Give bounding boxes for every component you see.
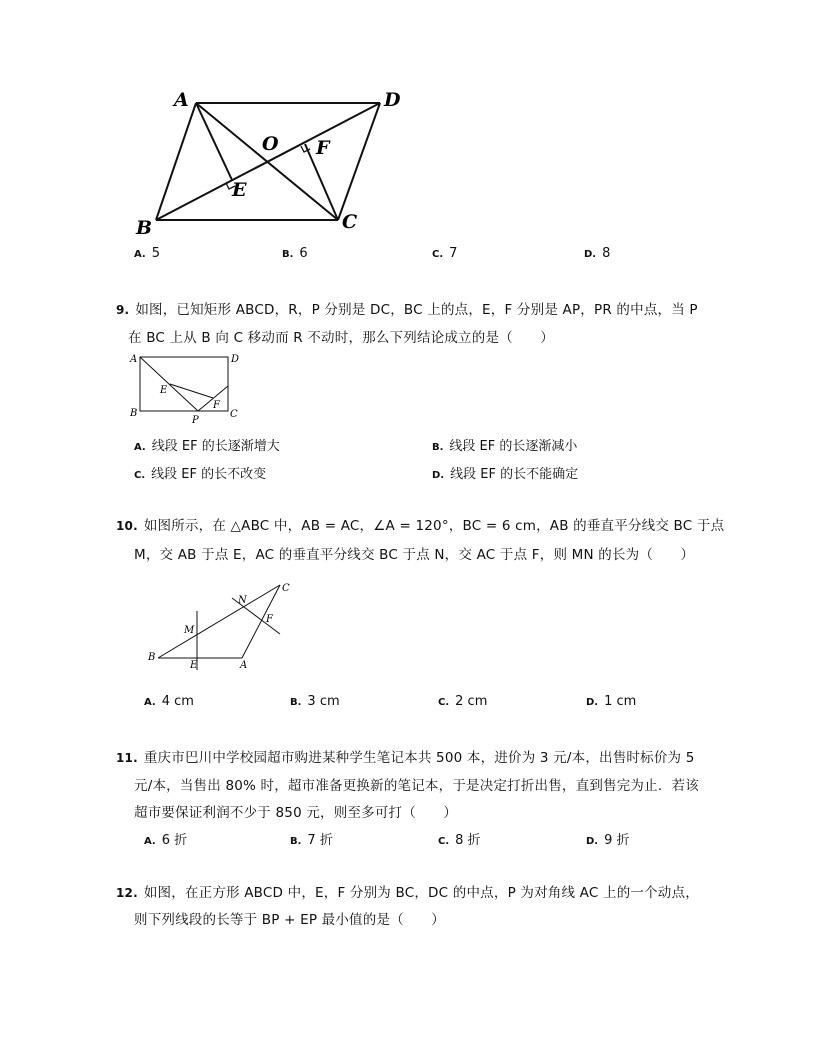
q11-option-b[interactable]: B. 7 折 — [290, 833, 333, 848]
q9-point-E: E — [160, 385, 168, 396]
vertex-A: A — [174, 89, 189, 111]
q10-vertex-C: C — [282, 583, 290, 594]
q10-point-F: F — [266, 614, 273, 625]
q9-option-c[interactable]: C. 线段 EF 的长不改变 — [134, 467, 267, 482]
q9-vertex-A: A — [130, 354, 138, 365]
q9-vertex-D: D — [231, 354, 240, 365]
q12-stem-line1: 12. 如图，在正方形 ABCD 中，E，F 分别为 BC，DC 的中点，P 为对角线 AC 上的一个动点， — [116, 885, 699, 901]
q8-option-d[interactable]: D. 8 — [584, 246, 611, 261]
q10-point-N: N — [238, 595, 247, 606]
q11-option-d[interactable]: D. 9 折 — [586, 833, 630, 848]
q10-option-d[interactable]: D. 1 cm — [586, 694, 637, 709]
q8-option-c[interactable]: C. 7 — [432, 246, 458, 261]
q12-stem-line2: 则下列线段的长等于 BP + EP 最小值的是（ ） — [134, 912, 445, 928]
point-E: E — [232, 179, 247, 201]
q11-stem-line1: 11. 重庆市巴川中学校园超市购进某种学生笔记本共 500 本，进价为 3 元/本，出售时标价为 5 — [116, 750, 695, 766]
q9-option-a[interactable]: A. 线段 EF 的长逐渐增大 — [134, 439, 280, 454]
q11-stem-line2: 元/本，当售出 80% 时，超市准备更换新的笔记本，于是决定打折出售，直到售完为止．若该 — [134, 778, 699, 794]
q9-vertex-C: C — [230, 409, 238, 420]
q8-option-b[interactable]: B. 6 — [282, 246, 308, 261]
q11-option-a[interactable]: A. 6 折 — [144, 833, 188, 848]
q10-point-E: E — [190, 660, 198, 671]
q11-option-c[interactable]: C. 8 折 — [438, 833, 481, 848]
q10-vertex-A: A — [240, 660, 248, 671]
triangle-figure — [140, 578, 300, 674]
q10-stem-line1: 10. 如图所示，在 △ABC 中，AB = AC，∠A = 120°，BC = 6 cm，AB 的垂直平分线交 BC 于点 — [116, 518, 725, 534]
q9-option-d[interactable]: D. 线段 EF 的长不能确定 — [432, 467, 579, 482]
q11-number: 11. — [116, 751, 138, 765]
q10-point-M: M — [184, 625, 195, 636]
q9-number: 9. — [116, 303, 130, 317]
rectangle-figure — [126, 350, 246, 428]
point-F: F — [316, 137, 330, 159]
parallelogram-figure — [120, 80, 420, 245]
q9-option-b[interactable]: B. 线段 EF 的长逐渐减小 — [432, 439, 578, 454]
q10-option-b[interactable]: B. 3 cm — [290, 694, 340, 709]
vertex-B: B — [136, 217, 153, 239]
q10-option-a[interactable]: A. 4 cm — [144, 694, 194, 709]
point-O: O — [262, 133, 279, 155]
q9-vertex-B: B — [130, 408, 138, 419]
q8-option-a[interactable]: A. 5 — [134, 246, 161, 261]
q12-number: 12. — [116, 886, 138, 900]
q9-point-F: F — [213, 400, 220, 411]
vertex-C: C — [342, 211, 358, 233]
q10-number: 10. — [116, 519, 138, 533]
q10-option-c[interactable]: C. 2 cm — [438, 694, 488, 709]
q9-stem-line1: 9. 如图，已知矩形 ABCD，R，P 分别是 DC，BC 上的点，E，F 分别是 AP，PR 的中点，当 P — [116, 302, 698, 318]
vertex-D: D — [384, 89, 401, 111]
q10-vertex-B: B — [148, 652, 156, 663]
q9-stem-line2: 在 BC 上从 B 向 C 移动而 R 不动时，那么下列结论成立的是（ ） — [128, 330, 554, 346]
q11-stem-line3: 超市要保证利润不少于 850 元，则至多可打（ ） — [134, 805, 458, 821]
q10-stem-line2: M，交 AB 于点 E，AC 的垂直平分线交 BC 于点 N，交 AC 于点 F，则 MN 的长为（ ） — [134, 547, 695, 563]
q9-point-P: P — [192, 415, 199, 426]
